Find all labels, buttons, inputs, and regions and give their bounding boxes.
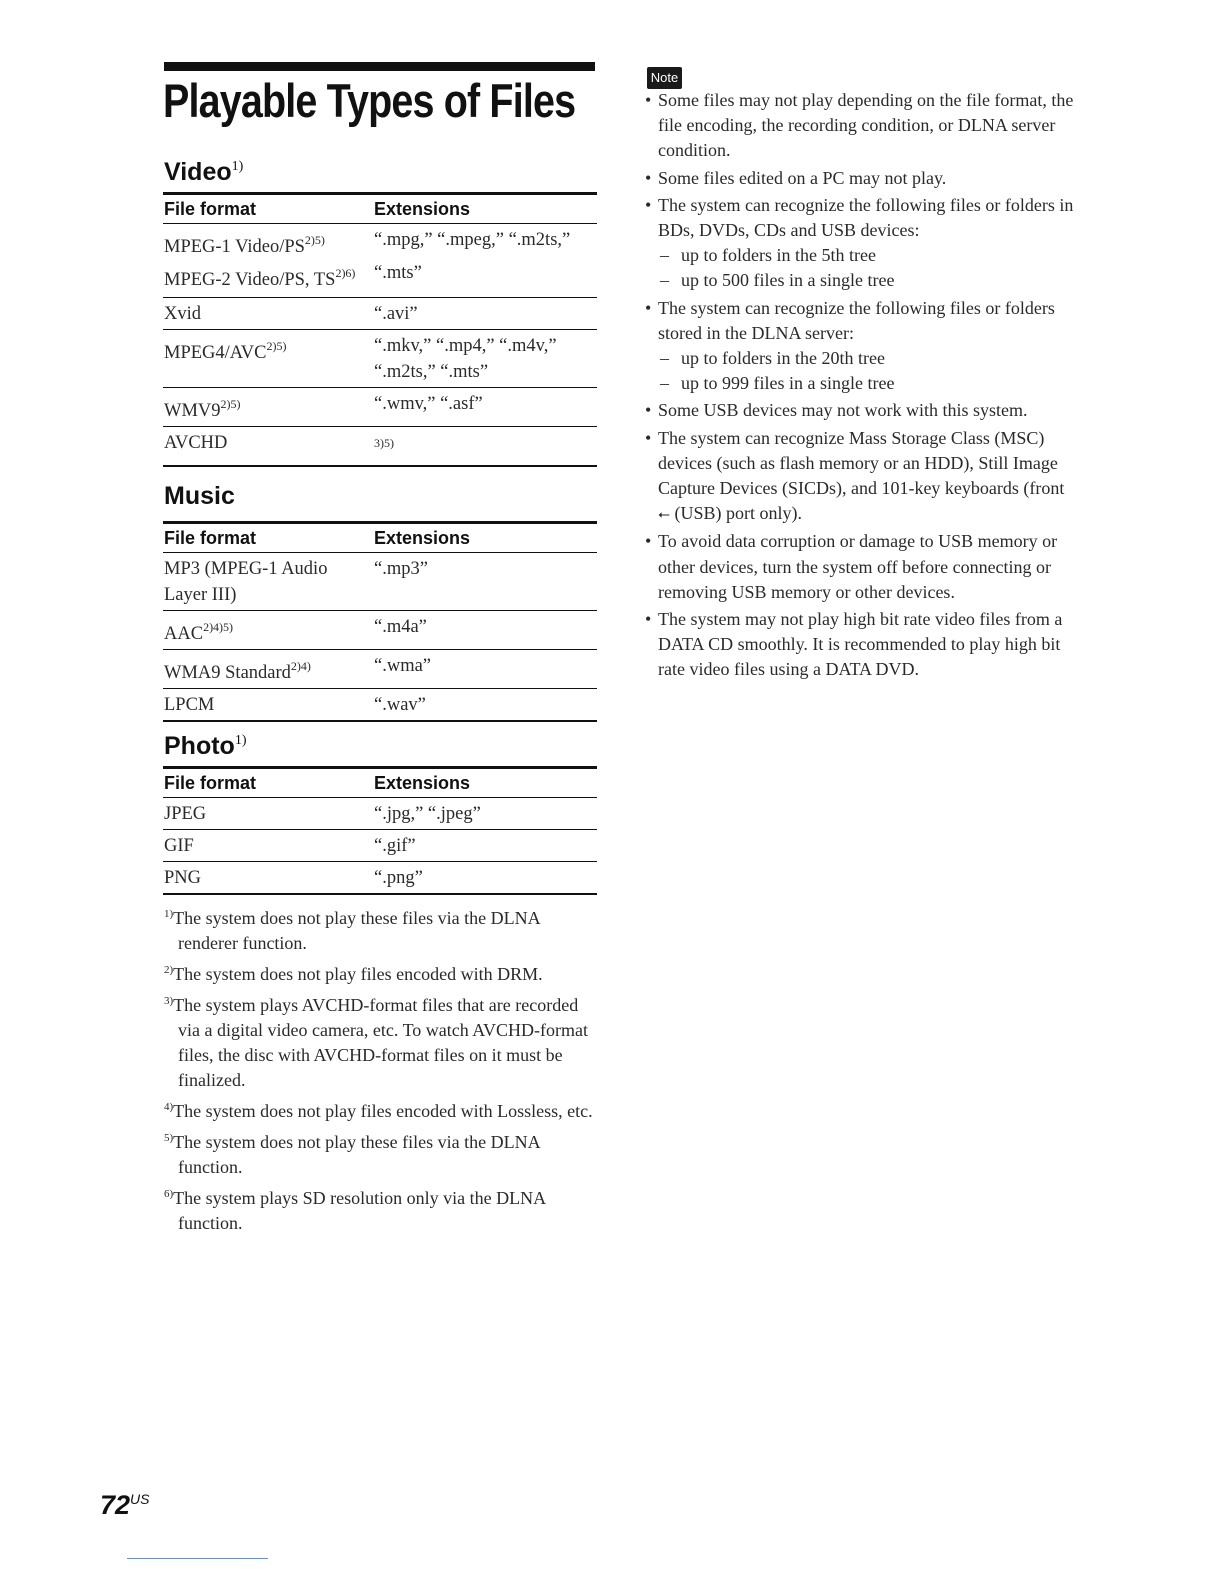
note-badge: Note: [647, 67, 682, 89]
list-item: • The system can recognize the following files or folders stored in the DLNA server: – up to folders in the 20th tree – up to 999 files in a single tree: [645, 296, 1075, 397]
list-item: • To avoid data corruption or damage to USB memory or other devices, turn the system off before connecting or removing USB memory or other devices.: [645, 531, 1058, 602]
bottom-divider: [127, 1558, 268, 1559]
usb-icon: ⭠: [658, 505, 671, 524]
col-extensions: Extensions: [374, 772, 471, 793]
table-row: LPCM “.wav”: [163, 689, 597, 722]
table-row: MPEG-1 Video/$PS^{2)5)}$ “.mpg,” “.mpeg,” “.m2ts,” MPEG-2 Video/PS, $TS^{2)6)}$ “.mts”: [163, 224, 597, 298]
table-row: GIF “.gif”: [163, 830, 597, 862]
table-row: $WMV9^{2)5)}$ “.wmv,” “.asf”: [163, 388, 597, 427]
table-row: AVCHD $^{3)5)}$: [163, 427, 597, 467]
footnote: $^{4)}$The system does not play files encoded with Lossless, etc.: [164, 1101, 593, 1121]
list-item: • The system may not play high bit rate video files from a DATA CD smoothly. It is recommended to play high bit rate video files using a DATA DVD.: [645, 609, 1063, 680]
table-row: Xvid “.avi”: [163, 298, 597, 330]
footnote: $^{6)}$The system plays SD resolution only via the DLNA function.: [164, 1188, 546, 1233]
photo-heading: Photo$^{1)}$: [164, 732, 247, 760]
col-extensions: Extensions: [374, 527, 471, 548]
video-heading: Video$^{1)}$: [164, 158, 244, 186]
video-table: [163, 192, 597, 467]
footnote: $^{1)}$The system does not play these files via the DLNA renderer function.: [164, 908, 540, 953]
table-row: PNG “.png”: [163, 862, 597, 895]
table-header: [163, 192, 597, 224]
footnote: $^{2)}$The system does not play files encoded with DRM.: [164, 964, 543, 984]
table-header: [163, 766, 597, 798]
page-number: $72^{US}$: [100, 1490, 150, 1520]
list-item: • The system can recognize the following files or folders in BDs, DVDs, CDs and USB devices: – up to folders in the 5th tree – up to 500 files in a single tree: [645, 193, 1075, 294]
col-file-format: File format: [164, 772, 257, 793]
photo-table: [163, 766, 597, 895]
table-row: MP3 (MPEG-1 Audio Layer III) “.mp3”: [163, 553, 597, 611]
music-table: [163, 521, 597, 722]
list-sub-item: – up to folders in the 20th tree: [660, 348, 885, 369]
col-file-format: File format: [164, 527, 257, 548]
footnote: $^{5)}$The system does not play these files via the DLNA function.: [164, 1132, 540, 1177]
footnotes: [164, 902, 596, 1238]
list-sub-item: – up to folders in the 5th tree: [660, 245, 876, 266]
table-row: JPEG “.jpg,” “.jpeg”: [163, 798, 597, 830]
list-item: • The system can recognize Mass Storage Class (MSC) devices (such as flash memory or an HDD), Still Image Capture Devices (SICDs), and 101-key keyboards (front ⭠ (USB) port only).: [645, 427, 1065, 524]
list-sub-item: – up to 999 files in a single tree: [660, 373, 895, 394]
table-row: $MPEG4/AVC^{2)5)}$ “.mkv,” “.mp4,” “.m4v,” “.m2ts,” “.mts”: [163, 330, 597, 388]
list-sub-item: – up to 500 files in a single tree: [660, 270, 895, 291]
list-item: • Some files may not play depending on the file format, the file encoding, the recording condition, or DLNA server condition.: [645, 90, 1074, 161]
page-title: Playable Types of Files: [163, 74, 576, 127]
footnote: $^{3)}$The system plays AVCHD-format files that are recorded via a digital video camera, etc. To watch AVCHD-format files, the disc with AVCHD-format files on it must be finalized.: [164, 995, 588, 1090]
table-row: WMA9 Standard$^{2)4)}$ “.wma”: [163, 650, 597, 689]
note-list: [645, 88, 1075, 685]
list-item: • Some files edited on a PC may not play.: [645, 167, 947, 188]
col-file-format: File format: [164, 198, 257, 219]
title-rule: [164, 62, 595, 71]
col-extensions: Extensions: [374, 198, 471, 219]
table-header: [163, 521, 597, 553]
music-heading: Music: [164, 482, 235, 510]
table-row: $AAC^{2)4)5)}$ “.m4a”: [163, 611, 597, 650]
list-item: • Some USB devices may not work with this system.: [645, 400, 1028, 421]
